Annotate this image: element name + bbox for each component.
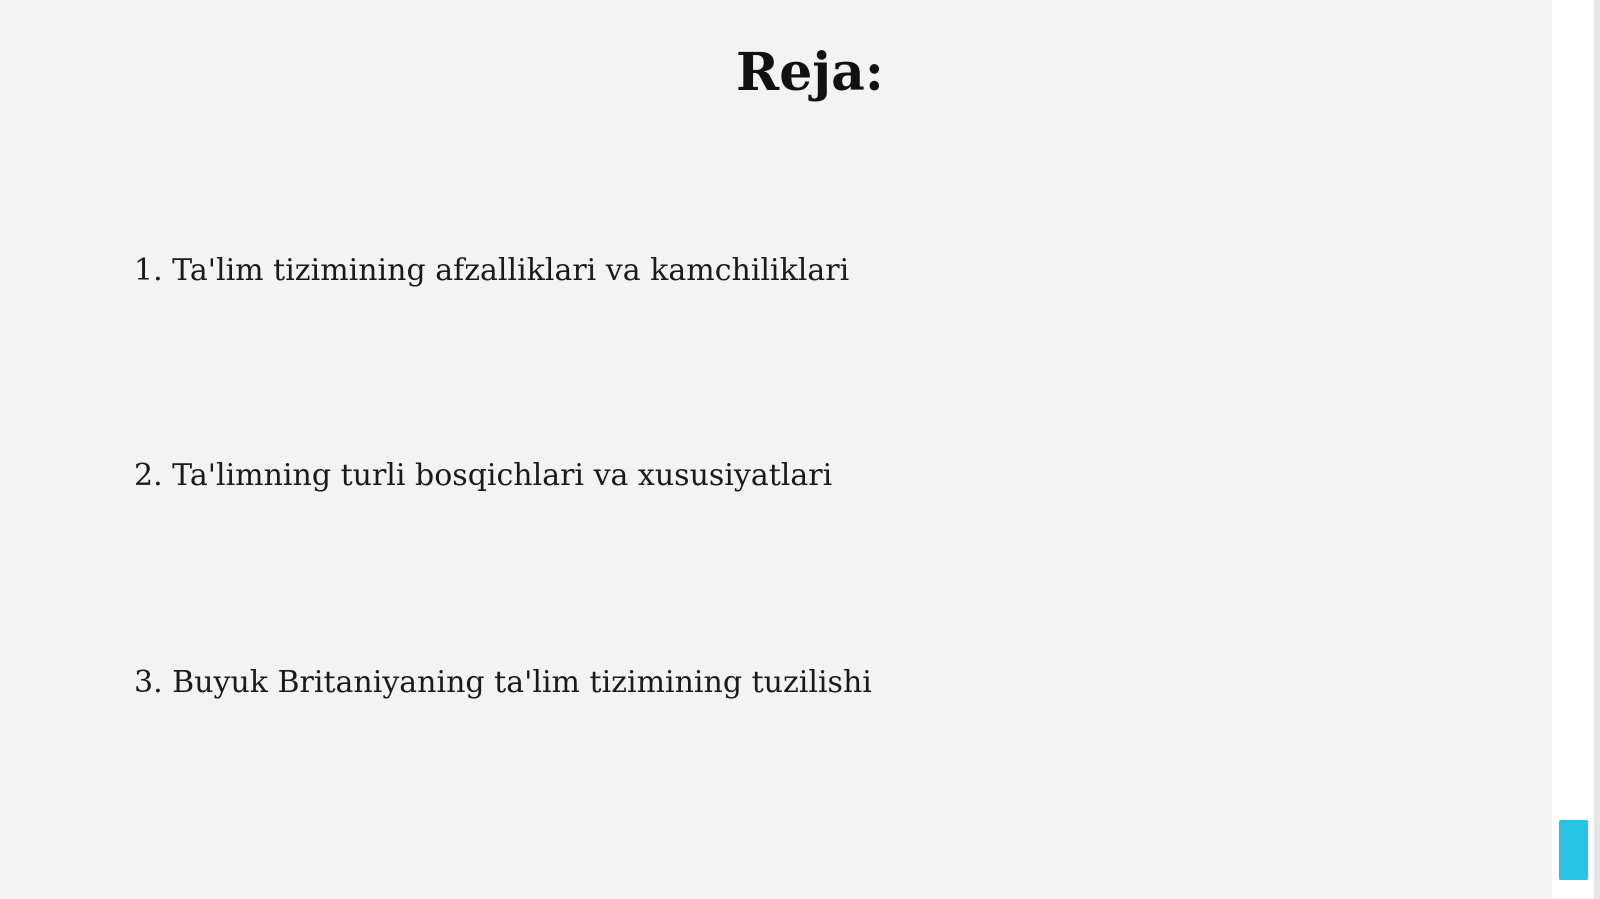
slide-title: Reja: bbox=[735, 42, 884, 103]
scroll-track[interactable] bbox=[1552, 0, 1600, 899]
window-edge bbox=[1594, 0, 1600, 899]
plan-item-3: 3. Buyuk Britaniyaning ta'lim tizimining tuzilishi bbox=[134, 665, 872, 700]
plan-item-1: 1. Ta'lim tizimining afzalliklari va kamchiliklari bbox=[134, 253, 850, 288]
scrollbar-thumb[interactable] bbox=[1559, 820, 1588, 880]
plan-item-2: 2. Ta'limning turli bosqichlari va xususiyatlari bbox=[134, 458, 833, 493]
